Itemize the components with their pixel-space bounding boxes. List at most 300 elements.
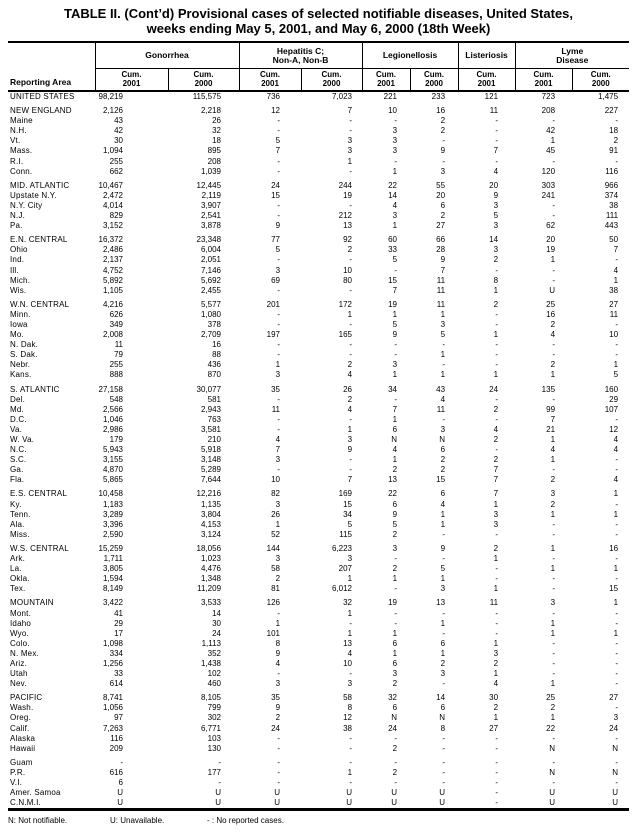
value-cell: 32	[212, 126, 222, 136]
value-cell: -	[552, 638, 556, 648]
value-cell: 6	[392, 703, 398, 713]
value-cell: -	[349, 319, 353, 329]
reporting-area-cell: S. Dak.	[10, 350, 38, 360]
group-header-gonorrhea	[95, 42, 239, 69]
reporting-area-cell: N.C.	[10, 445, 27, 455]
value-cell: 5	[275, 245, 281, 255]
value-cell: 5,692	[200, 275, 222, 285]
table-row	[8, 340, 629, 350]
value-cell: -	[552, 116, 556, 126]
value-cell: 26	[343, 384, 353, 394]
reporting-area-cell: MOUNTAIN	[10, 598, 54, 608]
value-cell: 10	[271, 475, 281, 485]
value-cell: 1	[493, 554, 499, 564]
value-cell: -	[277, 778, 281, 787]
value-cell: 626	[109, 309, 123, 319]
value-cell: 1	[347, 156, 353, 166]
value-cell: 233	[431, 92, 446, 101]
value-cell: 24	[609, 723, 619, 733]
value-cell: 1,711	[103, 554, 123, 564]
table-row	[8, 146, 629, 156]
value-cell: 2,943	[200, 404, 222, 414]
value-cell: 8	[347, 703, 353, 713]
value-cell: 1	[613, 628, 619, 638]
value-cell: -	[349, 455, 353, 465]
value-cell: -	[495, 798, 499, 808]
group-label-line: Disease	[556, 54, 589, 65]
col-header-lyme-cum-2000: Cum. 2000	[572, 69, 629, 92]
value-cell: -	[552, 265, 556, 275]
value-cell: 1	[550, 370, 556, 380]
table-row	[8, 489, 629, 499]
value-cell: 18,056	[196, 543, 222, 553]
value-cell: 5	[392, 319, 398, 329]
value-cell: 895	[207, 146, 222, 156]
table-row	[8, 788, 629, 798]
table-row	[8, 370, 629, 380]
value-cell: 4,153	[200, 519, 222, 529]
value-cell: 443	[604, 221, 619, 231]
table-header	[8, 42, 629, 91]
value-cell: 614	[109, 679, 123, 689]
reporting-area-cell: N.H.	[10, 126, 27, 136]
table-row	[8, 276, 629, 286]
reporting-area-cell: Maine	[10, 116, 33, 126]
value-cell: 9	[347, 445, 353, 455]
group-label-line: Lyme	[561, 45, 584, 56]
value-cell: 16	[609, 543, 619, 553]
table-row	[8, 255, 629, 265]
value-cell: -	[495, 319, 499, 329]
value-cell: -	[277, 465, 281, 475]
value-cell: 111	[605, 211, 619, 221]
value-cell: 3	[275, 455, 281, 465]
value-cell: 16	[546, 309, 556, 319]
value-cell: 2,137	[102, 255, 123, 265]
value-cell: 2	[493, 404, 499, 414]
value-cell: 99	[546, 404, 556, 414]
value-cell: 2	[347, 245, 353, 255]
value-cell: 3	[493, 509, 499, 519]
table-row	[8, 350, 629, 360]
value-cell: 3	[493, 200, 499, 210]
value-cell: 10	[343, 658, 353, 668]
value-cell: 6	[118, 778, 123, 787]
reporting-area-cell: N.J.	[10, 211, 26, 221]
value-cell: 11	[436, 404, 446, 414]
reporting-area-cell: Pa.	[10, 221, 23, 231]
reporting-area-cell: C.N.M.I.	[10, 798, 41, 808]
value-cell: 91	[609, 146, 619, 156]
value-cell: 116	[605, 166, 619, 176]
value-cell: 1	[493, 669, 499, 679]
value-cell: 1	[275, 618, 281, 628]
value-cell: -	[552, 394, 556, 404]
value-cell: -	[615, 658, 619, 668]
value-cell: 2	[440, 465, 446, 475]
value-cell: -	[495, 156, 499, 166]
value-cell: -	[495, 116, 499, 126]
value-cell: 79	[114, 350, 123, 360]
reporting-area-cell: Kans.	[10, 370, 32, 380]
reporting-area-cell: Ohio	[10, 245, 28, 255]
value-cell: 2,541	[200, 211, 222, 221]
value-cell: -	[552, 200, 556, 210]
value-cell: 352	[207, 648, 222, 658]
table-row	[8, 629, 629, 639]
value-cell: 1	[347, 424, 353, 434]
value-cell: 135	[541, 384, 556, 394]
value-cell: 212	[338, 211, 353, 221]
value-cell: 2	[275, 574, 281, 584]
value-cell: 1,094	[102, 146, 123, 156]
table-row	[8, 554, 629, 564]
value-cell: 3	[550, 489, 556, 499]
value-cell: -	[442, 414, 446, 424]
value-cell: 30	[489, 693, 499, 703]
value-cell: 662	[109, 166, 123, 176]
table-row	[8, 320, 629, 330]
value-cell: 4	[347, 370, 353, 380]
reporting-area-cell: Wis.	[10, 285, 27, 295]
value-cell: -	[394, 778, 398, 787]
value-cell: 3	[392, 146, 398, 156]
value-cell: 4,752	[102, 265, 123, 275]
value-cell: 1	[493, 330, 499, 340]
value-cell: 10	[609, 330, 619, 340]
value-cell: -	[615, 519, 619, 529]
value-cell: 255	[109, 156, 123, 166]
value-cell: -	[442, 628, 446, 638]
value-cell: 723	[541, 92, 556, 101]
value-cell: 144	[266, 543, 281, 553]
value-cell: -	[615, 156, 619, 166]
value-cell: 1	[392, 455, 398, 465]
value-cell: 10	[343, 265, 353, 275]
value-cell: 2,709	[200, 330, 222, 340]
value-cell: 22	[546, 723, 556, 733]
group-header-hepatitis-c	[239, 42, 362, 69]
table-row	[8, 245, 629, 255]
value-cell: 1,256	[102, 658, 123, 668]
reporting-area-cell: N. Dak.	[10, 340, 39, 350]
title-line-2: weeks ending May 5, 2001, and May 6, 2000 (18th Week)	[146, 21, 491, 36]
value-cell: 1	[493, 638, 499, 648]
value-cell: -	[394, 394, 398, 404]
value-cell: 1	[613, 489, 619, 499]
reporting-area-cell: Nebr.	[10, 360, 31, 370]
value-cell: 1	[550, 679, 556, 689]
value-cell: 3,148	[200, 455, 222, 465]
value-cell: 4	[392, 200, 398, 210]
value-cell: 4	[613, 475, 619, 485]
value-cell: 3,907	[200, 200, 222, 210]
value-cell: -	[277, 424, 281, 434]
reporting-area-cell: Fla.	[10, 475, 25, 485]
value-cell: -	[349, 200, 353, 210]
value-cell: 11	[436, 275, 446, 285]
value-cell: 1,594	[102, 574, 123, 584]
value-cell: 121	[484, 92, 499, 101]
value-cell: -	[495, 126, 499, 136]
value-cell: 6	[440, 489, 446, 499]
value-cell: -	[615, 350, 619, 360]
value-cell: 9	[275, 703, 281, 713]
table-row	[8, 500, 629, 510]
value-cell: -	[495, 445, 499, 455]
value-cell: 7	[493, 489, 499, 499]
value-cell: 15	[388, 275, 398, 285]
value-cell: 15	[436, 475, 446, 485]
value-cell: 62	[546, 221, 556, 231]
value-cell: 436	[207, 360, 222, 370]
value-cell: U	[215, 788, 222, 798]
value-cell: 829	[109, 211, 123, 221]
value-cell: -	[552, 211, 556, 221]
value-cell: 3	[347, 136, 353, 146]
value-cell: 1	[493, 713, 499, 723]
value-cell: 20	[436, 190, 446, 200]
value-cell: 5,918	[200, 445, 222, 455]
value-cell: 6,012	[331, 584, 353, 594]
value-cell: N	[612, 767, 619, 777]
value-cell: 2	[440, 116, 446, 126]
value-cell: 1	[347, 628, 353, 638]
reporting-area-cell: PACIFIC	[10, 693, 43, 703]
value-cell: -	[615, 608, 619, 618]
table-row	[8, 136, 629, 146]
value-cell: 3	[392, 126, 398, 136]
value-cell: 5	[440, 564, 446, 574]
value-cell: 4	[613, 265, 619, 275]
value-cell: 7	[493, 465, 499, 475]
table-row	[8, 758, 629, 768]
value-cell: 3	[440, 319, 446, 329]
value-cell: 4	[392, 445, 398, 455]
reporting-area-cell: Ariz.	[10, 658, 27, 668]
value-cell: 58	[343, 693, 353, 703]
value-cell: 1	[550, 255, 556, 265]
value-cell: 4	[613, 445, 619, 455]
reporting-area-cell: Ind.	[10, 255, 25, 265]
value-cell: U	[274, 798, 281, 808]
value-cell: 6	[440, 703, 446, 713]
value-cell: -	[552, 529, 556, 539]
value-cell: 24	[271, 723, 281, 733]
value-cell: 82	[271, 489, 281, 499]
value-cell: 12	[343, 713, 353, 723]
value-cell: -	[495, 340, 499, 350]
reporting-area-cell: Del.	[10, 394, 26, 404]
value-cell: -	[349, 255, 353, 265]
value-cell: 3	[275, 554, 281, 564]
value-cell: 81	[271, 584, 281, 594]
value-cell: -	[394, 340, 398, 350]
value-cell: -	[552, 554, 556, 564]
reporting-area-cell: Wash.	[10, 703, 34, 713]
value-cell: 3	[275, 370, 281, 380]
value-cell: U	[549, 798, 556, 808]
value-cell: 14	[489, 235, 499, 245]
value-cell: -	[442, 778, 446, 787]
value-cell: 50	[609, 235, 619, 245]
value-cell: 177	[207, 767, 222, 777]
value-cell: -	[277, 394, 281, 404]
notifiable-diseases-table	[8, 41, 629, 811]
table-row	[8, 330, 629, 340]
value-cell: 3	[440, 584, 446, 594]
value-cell: 3	[275, 265, 281, 275]
table-row	[8, 574, 629, 584]
value-cell: 38	[609, 200, 619, 210]
value-cell: 1	[392, 221, 398, 231]
value-cell: -	[277, 757, 281, 767]
value-cell: 4	[493, 679, 499, 689]
value-cell: U	[274, 788, 281, 798]
group-header-legionellosis	[362, 42, 458, 69]
value-cell: 3	[493, 221, 499, 231]
value-cell: N	[612, 743, 619, 753]
value-cell: N	[439, 435, 446, 444]
table-row	[8, 798, 629, 810]
value-cell: 15	[609, 584, 619, 594]
table-row	[8, 191, 629, 201]
reporting-area-cell: Upstate N.Y.	[10, 190, 57, 200]
value-cell: 888	[109, 370, 123, 380]
reporting-area-cell: MID. ATLANTIC	[10, 180, 70, 190]
value-cell: -	[495, 733, 499, 743]
value-cell: -	[394, 608, 398, 618]
value-cell: -	[349, 285, 353, 295]
value-cell: -	[442, 608, 446, 618]
value-cell: 25	[546, 299, 556, 309]
value-cell: 35	[271, 693, 281, 703]
value-cell: 7	[392, 404, 398, 414]
value-cell: 1	[440, 509, 446, 519]
value-cell: 21	[546, 424, 556, 434]
value-cell: 9	[275, 221, 281, 231]
reporting-area-header: Reporting Area	[8, 42, 95, 91]
value-cell: 3	[440, 166, 446, 176]
value-cell: 1,113	[201, 638, 222, 648]
value-cell: -	[552, 608, 556, 618]
value-cell: U	[391, 788, 398, 798]
value-cell: 5,892	[102, 275, 123, 285]
table-row	[8, 778, 629, 788]
value-cell: 3	[392, 669, 398, 679]
value-cell: 13	[388, 475, 398, 485]
footnote-no-reported-cases: - : No reported cases.	[207, 816, 284, 826]
value-cell: -	[495, 767, 499, 777]
group-header-row	[8, 42, 629, 69]
reporting-area-cell: Conn.	[10, 166, 33, 176]
value-cell: -	[442, 767, 446, 777]
value-cell: 3	[493, 519, 499, 529]
value-cell: 2,126	[102, 106, 123, 116]
value-cell: 4	[347, 404, 353, 414]
value-cell: 2	[392, 465, 398, 475]
title-line-1: TABLE II. (Cont’d) Provisional cases of selected notifiable diseases, United States,	[63, 6, 574, 21]
value-cell: 22	[388, 489, 398, 499]
value-cell: U	[117, 798, 123, 808]
value-cell: 101	[266, 628, 281, 638]
table-row	[8, 167, 629, 177]
value-cell: 3,805	[102, 564, 123, 574]
value-cell: -	[615, 574, 619, 584]
value-cell: 966	[604, 180, 619, 190]
value-cell: -	[277, 126, 281, 136]
value-cell: 16	[436, 106, 446, 116]
col-header-gonorrhea-cum-2001: Cum. 2001	[95, 69, 168, 92]
value-cell: -	[495, 309, 499, 319]
value-cell: -	[615, 733, 619, 743]
value-cell: 5,289	[200, 465, 222, 475]
value-cell: 43	[436, 384, 446, 394]
value-cell: 1	[613, 360, 619, 370]
value-cell: 581	[207, 394, 222, 404]
value-cell: -	[394, 554, 398, 564]
col-header-gonorrhea-cum-2000: Cum. 2000	[168, 69, 239, 92]
value-cell: 6,004	[200, 245, 222, 255]
value-cell: N	[549, 743, 556, 753]
value-cell: -	[218, 778, 222, 787]
value-cell: 15,259	[98, 543, 123, 553]
value-cell: 1	[493, 370, 499, 380]
value-cell: 10	[388, 106, 398, 116]
value-cell: U	[549, 788, 556, 798]
reporting-area-cell: D.C.	[10, 414, 27, 424]
table-row	[8, 619, 629, 629]
value-cell: -	[277, 669, 281, 679]
value-cell: 3,422	[102, 598, 123, 608]
value-cell: -	[277, 340, 281, 350]
table-row	[8, 465, 629, 475]
value-cell: 12	[271, 106, 281, 116]
value-cell: 33	[114, 669, 123, 679]
value-cell: 2	[493, 703, 499, 713]
value-cell: -	[349, 166, 353, 176]
table-row	[8, 744, 629, 754]
value-cell: 69	[271, 275, 281, 285]
value-cell: -	[120, 757, 123, 767]
col-header-hepatitis-cum-2000: Cum. 2000	[301, 69, 362, 92]
reporting-area-cell: Tex.	[10, 584, 26, 594]
table-row	[8, 724, 629, 734]
value-cell: -	[277, 743, 281, 753]
value-cell: 2	[493, 255, 499, 265]
table-row	[8, 360, 629, 370]
value-cell: 1	[613, 509, 619, 519]
value-cell: 227	[604, 106, 619, 116]
value-cell: 1,105	[102, 285, 123, 295]
value-cell: 6	[440, 638, 446, 648]
col-header-listeriosis-cum-2001: Cum. 2001	[458, 69, 515, 92]
reporting-area-cell: Alaska	[10, 733, 36, 743]
value-cell: 2	[613, 136, 619, 146]
reporting-area-cell: Wyo.	[10, 628, 29, 638]
value-cell: -	[218, 757, 222, 767]
value-cell: 799	[207, 703, 222, 713]
value-cell: -	[349, 733, 353, 743]
reporting-area-cell: W. Va.	[10, 435, 35, 444]
value-cell: 1	[550, 564, 556, 574]
value-cell: 2,486	[102, 245, 123, 255]
table-row	[8, 201, 629, 211]
table-row	[8, 520, 629, 530]
value-cell: 9	[440, 255, 446, 265]
value-cell: 5	[493, 211, 499, 221]
value-cell: 7,146	[200, 265, 222, 275]
